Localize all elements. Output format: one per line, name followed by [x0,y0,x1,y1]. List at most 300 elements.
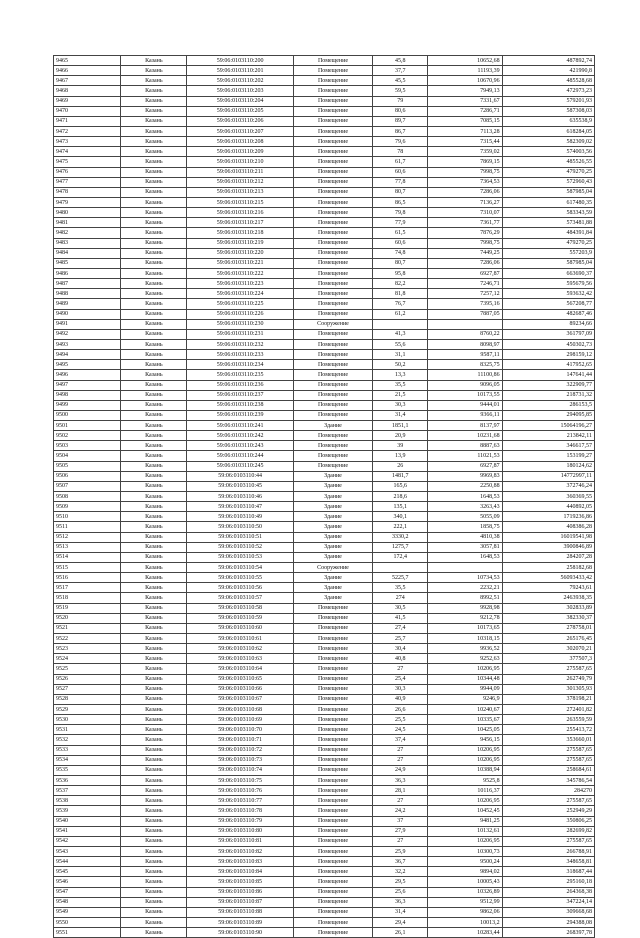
cell-cadastral-value: 574003,56 [502,147,594,157]
cell-area: 86,7 [373,126,428,136]
cell-city: Казань [121,725,187,735]
cell-row-number: 9483 [54,238,121,248]
cell-unit-value: 9969,83 [428,471,502,481]
cell-cadastral-value: 264368,38 [502,887,594,897]
cell-city: Казань [121,137,187,147]
cell-row-number: 9517 [54,583,121,593]
cell-cadastral-number: 59:06:0103110:50 [187,522,293,532]
cell-city: Казань [121,603,187,613]
cell-object-type: Помещение [293,735,372,745]
table-row [54,400,595,410]
cell-unit-value: 9444,01 [428,400,502,410]
cell-unit-value [428,319,502,329]
cell-cadastral-value: 360369,55 [502,492,594,502]
cell-cadastral-value: 79243,61 [502,583,594,593]
cell-city: Казань [121,755,187,765]
cell-object-type: Помещение [293,897,372,907]
cell-city: Казань [121,410,187,420]
table-row [54,66,595,76]
cell-area: 1481,7 [373,471,428,481]
table-row [54,846,595,856]
table-row [54,542,595,552]
cell-city: Казань [121,654,187,664]
cell-cadastral-value: 258684,61 [502,765,594,775]
cell-cadastral-number: 59:06:0103110:219 [187,238,293,248]
cell-object-type: Помещение [293,137,372,147]
cell-cadastral-value: 595679,56 [502,279,594,289]
cell-unit-value: 10116,37 [428,786,502,796]
cell-cadastral-value: 583343,59 [502,208,594,218]
cell-object-type: Помещение [293,765,372,775]
cell-area: 31,4 [373,907,428,917]
table-row [54,552,595,562]
cell-row-number: 9535 [54,765,121,775]
cell-cadastral-number: 59:06:0103110:221 [187,258,293,268]
table-row [54,593,595,603]
cell-cadastral-value: 408386,28 [502,522,594,532]
table-row [54,258,595,268]
cell-unit-value: 9246,9 [428,694,502,704]
cell-unit-value: 3057,81 [428,542,502,552]
cell-cadastral-value: 417952,65 [502,360,594,370]
cell-city: Казань [121,634,187,644]
table-row [54,705,595,715]
cell-unit-value: 4810,38 [428,532,502,542]
cell-object-type: Помещение [293,705,372,715]
cell-unit-value: 10344,48 [428,674,502,684]
cell-area: 172,4 [373,552,428,562]
cell-area: 21,5 [373,390,428,400]
cell-area: 13,3 [373,370,428,380]
cell-object-type: Помещение [293,816,372,826]
cell-object-type: Здание [293,502,372,512]
cell-object-type: Помещение [293,187,372,197]
cell-city: Казань [121,705,187,715]
cell-cadastral-number: 59:06:0103110:223 [187,279,293,289]
cell-object-type: Здание [293,573,372,583]
table-row [54,157,595,167]
table-row [54,451,595,461]
cell-cadastral-number: 59:06:0103110:81 [187,836,293,846]
cell-city: Казань [121,694,187,704]
table-row [54,877,595,887]
table-row [54,765,595,775]
cell-cadastral-number: 59:06:0103110:222 [187,268,293,278]
cell-cadastral-value: 593632,42 [502,289,594,299]
cell-row-number: 9513 [54,542,121,552]
cell-city: Казань [121,502,187,512]
cell-area: 40,8 [373,654,428,664]
cell-cadastral-number: 59:06:0103110:208 [187,137,293,147]
cell-cadastral-number: 59:06:0103110:44 [187,471,293,481]
cell-cadastral-value: 265176,45 [502,634,594,644]
cell-city: Казань [121,218,187,228]
cell-cadastral-number: 59:06:0103110:238 [187,400,293,410]
table-row [54,461,595,471]
cell-unit-value: 7136,27 [428,197,502,207]
cell-row-number: 9492 [54,329,121,339]
cell-cadastral-value: 557203,9 [502,248,594,258]
cell-area: 36,3 [373,775,428,785]
cell-cadastral-value: 3900846,89 [502,542,594,552]
cell-city: Казань [121,86,187,96]
cell-area: 3330,2 [373,532,428,542]
cell-area: 89,7 [373,116,428,126]
cell-city: Казань [121,492,187,502]
cell-cadastral-number: 59:06:0103110:63 [187,654,293,664]
cell-unit-value: 10173,65 [428,623,502,633]
cell-object-type: Помещение [293,279,372,289]
cell-cadastral-value: 218731,32 [502,390,594,400]
cell-cadastral-value: 587985,04 [502,258,594,268]
cell-cadastral-number: 59:06:0103110:59 [187,613,293,623]
table-row [54,603,595,613]
cell-row-number: 9510 [54,512,121,522]
cell-unit-value: 7286,71 [428,106,502,116]
cell-cadastral-value: 361797,09 [502,329,594,339]
cell-area: 60,6 [373,238,428,248]
cell-cadastral-number: 59:06:0103110:224 [187,289,293,299]
cell-city: Казань [121,329,187,339]
cell-object-type: Помещение [293,390,372,400]
table-row [54,380,595,390]
cell-cadastral-value: 345786,54 [502,775,594,785]
cell-city: Казань [121,350,187,360]
cell-object-type: Помещение [293,268,372,278]
cell-cadastral-number: 59:06:0103110:236 [187,380,293,390]
cell-row-number: 9501 [54,421,121,431]
cell-city: Казань [121,309,187,319]
cell-object-type: Помещение [293,56,372,66]
cell-object-type: Помещение [293,309,372,319]
cell-unit-value: 10206,95 [428,796,502,806]
cell-cadastral-number: 59:06:0103110:232 [187,339,293,349]
cell-cadastral-value: 582309,02 [502,137,594,147]
cell-cadastral-value: 56093433,42 [502,573,594,583]
cell-area: 27 [373,755,428,765]
cell-row-number: 9527 [54,684,121,694]
cell-cadastral-value: 16019541,98 [502,532,594,542]
cell-object-type: Помещение [293,907,372,917]
table-row [54,279,595,289]
cell-area: 81,8 [373,289,428,299]
cell-cadastral-number: 59:06:0103110:88 [187,907,293,917]
table-row [54,421,595,431]
cell-cadastral-number: 59:06:0103110:205 [187,106,293,116]
cell-row-number: 9522 [54,634,121,644]
table-row [54,613,595,623]
cell-city: Казань [121,187,187,197]
cell-row-number: 9542 [54,836,121,846]
cell-area: 82,2 [373,279,428,289]
cell-row-number: 9502 [54,431,121,441]
table-row [54,816,595,826]
cell-object-type: Помещение [293,66,372,76]
cell-unit-value: 7286,06 [428,258,502,268]
cell-cadastral-number: 59:06:0103110:54 [187,563,293,573]
cell-unit-value: 10388,94 [428,765,502,775]
cell-object-type: Помещение [293,715,372,725]
cell-unit-value: 10734,53 [428,573,502,583]
cell-area: 77,8 [373,177,428,187]
cell-unit-value: 10206,95 [428,745,502,755]
cell-unit-value: 1648,53 [428,492,502,502]
cell-unit-value: 10318,15 [428,634,502,644]
table-row [54,76,595,86]
cell-city: Казань [121,775,187,785]
cell-object-type: Помещение [293,258,372,268]
cell-area: 79,8 [373,208,428,218]
table-row [54,928,595,938]
cell-row-number: 9476 [54,167,121,177]
cell-cadastral-number: 59:06:0103110:242 [187,431,293,441]
cell-city: Казань [121,887,187,897]
cell-area: 76,7 [373,299,428,309]
table-row [54,775,595,785]
cell-unit-value: 10670,96 [428,76,502,86]
cell-cadastral-value: 440892,05 [502,502,594,512]
table-row [54,532,595,542]
table-row [54,228,595,238]
table-row [54,715,595,725]
cell-cadastral-value: 275587,65 [502,755,594,765]
cell-object-type: Помещение [293,238,372,248]
cell-cadastral-value: 484391,84 [502,228,594,238]
cell-city: Казань [121,390,187,400]
cell-cadastral-number: 59:06:0103110:52 [187,542,293,552]
cell-area: 31,1 [373,350,428,360]
cell-city: Казань [121,573,187,583]
cell-row-number: 9466 [54,66,121,76]
cell-cadastral-number: 59:06:0103110:58 [187,603,293,613]
cell-cadastral-number: 59:06:0103110:80 [187,826,293,836]
cell-area: 27 [373,836,428,846]
cell-area: 95,8 [373,268,428,278]
table-row [54,177,595,187]
cell-row-number: 9479 [54,197,121,207]
table-row [54,441,595,451]
cell-area: 28,1 [373,786,428,796]
cell-area: 30,3 [373,400,428,410]
cell-row-number: 9478 [54,187,121,197]
cell-cadastral-number: 59:06:0103110:57 [187,593,293,603]
cell-area: 222,1 [373,522,428,532]
cell-cadastral-value: 286153,5 [502,400,594,410]
cell-object-type: Помещение [293,867,372,877]
cell-row-number: 9489 [54,299,121,309]
cell-cadastral-number: 59:06:0103110:215 [187,197,293,207]
cell-object-type: Сооружение [293,563,372,573]
cell-row-number: 9511 [54,522,121,532]
table-row [54,197,595,207]
cell-cadastral-number: 59:06:0103110:72 [187,745,293,755]
cell-row-number: 9538 [54,796,121,806]
cell-area: 25,6 [373,887,428,897]
cell-row-number: 9518 [54,593,121,603]
cell-row-number: 9516 [54,573,121,583]
cell-object-type: Помещение [293,350,372,360]
cell-object-type: Помещение [293,796,372,806]
cell-cadastral-number: 59:06:0103110:230 [187,319,293,329]
cell-row-number: 9524 [54,654,121,664]
cell-object-type: Помещение [293,826,372,836]
cell-area: 45,8 [373,56,428,66]
cell-object-type: Помещение [293,877,372,887]
cell-area: 45,5 [373,76,428,86]
cell-row-number: 9521 [54,623,121,633]
cell-area: 36,3 [373,897,428,907]
cell-cadastral-value: 282699,82 [502,826,594,836]
cell-cadastral-value: 479270,25 [502,167,594,177]
cell-cadastral-number: 59:06:0103110:213 [187,187,293,197]
table-row [54,634,595,644]
cell-unit-value: 7364,53 [428,177,502,187]
cell-unit-value: 9366,11 [428,410,502,420]
cell-unit-value: 10300,73 [428,846,502,856]
cell-cadastral-value: 272401,82 [502,705,594,715]
cell-unit-value: 9096,05 [428,380,502,390]
cell-city: Казань [121,126,187,136]
cell-area: 37 [373,816,428,826]
table-row [54,917,595,927]
cell-cadastral-value: 294388,08 [502,917,594,927]
cell-cadastral-value: 587308,03 [502,106,594,116]
cell-area: 24,2 [373,806,428,816]
cell-cadastral-value: 567208,77 [502,299,594,309]
cell-cadastral-number: 59:06:0103110:235 [187,370,293,380]
cell-cadastral-number: 59:06:0103110:84 [187,867,293,877]
cell-city: Казань [121,56,187,66]
cell-object-type: Помещение [293,634,372,644]
cell-row-number: 9525 [54,664,121,674]
cell-object-type: Помещение [293,613,372,623]
cell-area: 25,5 [373,715,428,725]
cell-city: Казань [121,279,187,289]
cell-cadastral-value: 353660,01 [502,735,594,745]
cell-object-type: Помещение [293,664,372,674]
cell-cadastral-value: 617480,35 [502,197,594,207]
table-row [54,725,595,735]
cell-city: Казань [121,96,187,106]
cell-city: Казань [121,806,187,816]
cell-cadastral-number: 59:06:0103110:56 [187,583,293,593]
cell-object-type: Здание [293,471,372,481]
cell-city: Казань [121,431,187,441]
cell-area: 165,6 [373,481,428,491]
table-row [54,522,595,532]
table-row [54,238,595,248]
cell-city: Казань [121,299,187,309]
cell-unit-value: 2232,21 [428,583,502,593]
cell-cadastral-number: 59:06:0103110:55 [187,573,293,583]
cell-unit-value: 8760,22 [428,329,502,339]
cell-unit-value: 9894,02 [428,867,502,877]
cell-cadastral-number: 59:06:0103110:74 [187,765,293,775]
cell-unit-value: 10240,67 [428,705,502,715]
cell-city: Казань [121,816,187,826]
cell-unit-value: 8137,97 [428,421,502,431]
cell-city: Казань [121,928,187,938]
cell-cadastral-value: 15064196,27 [502,421,594,431]
cell-row-number: 9531 [54,725,121,735]
cell-row-number: 9468 [54,86,121,96]
cell-unit-value: 7869,15 [428,157,502,167]
table-row [54,573,595,583]
cell-row-number: 9512 [54,532,121,542]
cell-city: Казань [121,66,187,76]
cell-area: 25,9 [373,846,428,856]
table-row [54,410,595,420]
cell-unit-value: 10335,67 [428,715,502,725]
cell-cadastral-number: 59:06:0103110:62 [187,644,293,654]
cell-unit-value: 7331,67 [428,96,502,106]
table-row [54,623,595,633]
table-row [54,583,595,593]
cell-area: 41,3 [373,329,428,339]
cell-cadastral-number: 59:06:0103110:220 [187,248,293,258]
cell-row-number: 9549 [54,907,121,917]
table-row [54,857,595,867]
cell-cadastral-number: 59:06:0103110:234 [187,360,293,370]
cell-unit-value: 7998,75 [428,238,502,248]
cell-cadastral-number: 59:06:0103110:225 [187,299,293,309]
cell-cadastral-number: 59:06:0103110:200 [187,56,293,66]
table-row [54,96,595,106]
cell-row-number: 9467 [54,76,121,86]
table-row [54,208,595,218]
cell-area: 27 [373,664,428,674]
cell-city: Казань [121,552,187,562]
cell-unit-value: 10652,68 [428,56,502,66]
cell-row-number: 9481 [54,218,121,228]
cell-cadastral-value: 450302,73 [502,339,594,349]
cell-city: Казань [121,208,187,218]
cell-cadastral-value: 378198,21 [502,694,594,704]
cell-unit-value: 10206,95 [428,836,502,846]
cell-unit-value: 9481,25 [428,816,502,826]
cell-city: Казань [121,846,187,856]
cell-unit-value: 11021,53 [428,451,502,461]
cell-city: Казань [121,481,187,491]
cell-row-number: 9494 [54,350,121,360]
cell-object-type: Помещение [293,623,372,633]
cell-cadastral-number: 59:06:0103110:65 [187,674,293,684]
cell-object-type: Помещение [293,208,372,218]
cell-cadastral-value: 482687,46 [502,309,594,319]
cell-city: Казань [121,116,187,126]
cell-cadastral-number: 59:06:0103110:83 [187,857,293,867]
cell-city: Казань [121,197,187,207]
cell-city: Казань [121,461,187,471]
cell-city: Казань [121,664,187,674]
cell-row-number: 9526 [54,674,121,684]
cell-unit-value: 7286,06 [428,187,502,197]
table-row [54,86,595,96]
cell-cadastral-number: 59:06:0103110:218 [187,228,293,238]
cell-row-number: 9493 [54,339,121,349]
cell-row-number: 9474 [54,147,121,157]
cell-unit-value: 7113,28 [428,126,502,136]
cell-object-type: Здание [293,552,372,562]
cell-city: Казань [121,593,187,603]
cell-cadastral-number: 59:06:0103110:207 [187,126,293,136]
cell-object-type: Здание [293,421,372,431]
cell-unit-value: 9862,06 [428,907,502,917]
cell-cadastral-value: 180124,62 [502,461,594,471]
cell-area: 77,9 [373,218,428,228]
cell-row-number: 9515 [54,563,121,573]
cell-cadastral-value: 302070,21 [502,644,594,654]
